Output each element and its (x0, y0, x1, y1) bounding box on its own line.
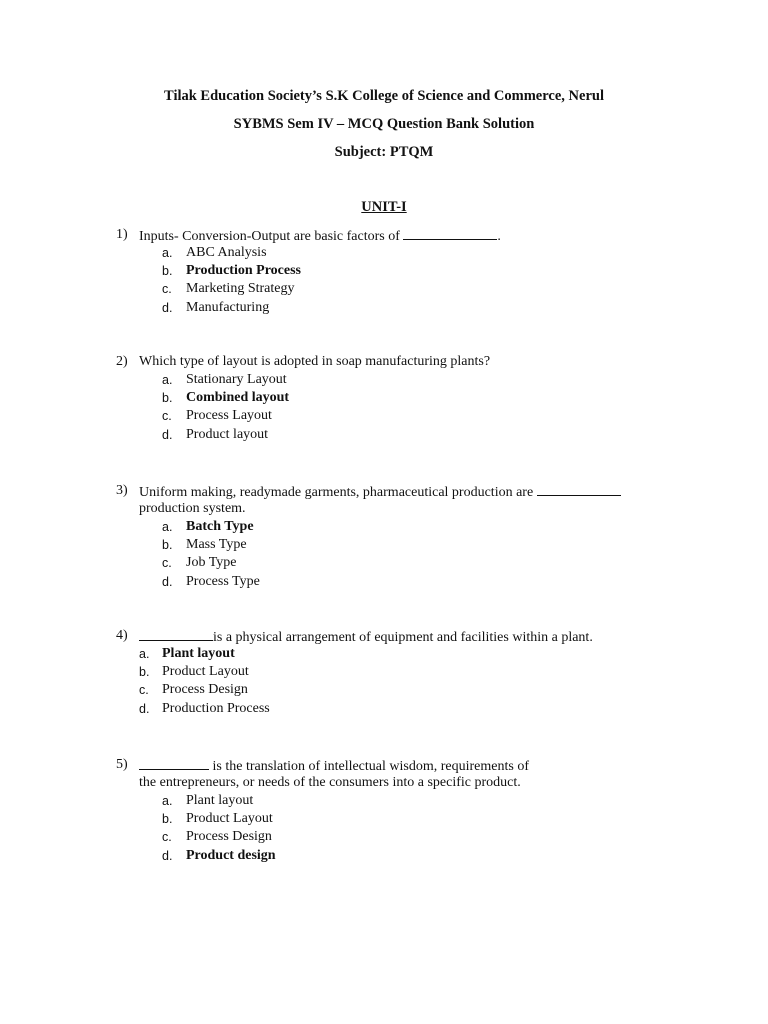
option-a (0, 792, 768, 810)
option-letter: a. (162, 794, 173, 808)
question-number: 4) (116, 628, 128, 643)
option-c (0, 554, 768, 572)
option-c (0, 407, 768, 425)
question-5 (0, 756, 768, 865)
question-line-2 (0, 774, 768, 792)
option-b (0, 663, 768, 681)
option-text: Process Design (162, 682, 248, 698)
option-letter: a. (162, 246, 173, 260)
option-a (0, 371, 768, 389)
option-text: Job Type (186, 555, 237, 571)
option-text: Mass Type (186, 537, 247, 553)
option-letter: d. (162, 848, 173, 863)
question-number: 5) (116, 757, 128, 772)
option-text: Process Type (186, 573, 260, 589)
question-text-part: is the translation of intellectual wisdom, requirements of (209, 759, 529, 774)
question-number: 2) (116, 354, 128, 369)
option-letter: c. (162, 556, 172, 571)
question-text-continued: production system. (139, 501, 246, 516)
question-number: 3) (116, 483, 128, 498)
option-d (0, 299, 768, 317)
question-1 (0, 226, 768, 317)
option-c (0, 828, 768, 846)
question-line (0, 627, 768, 645)
correct-answer: Batch Type (186, 519, 254, 534)
option-text: Product Layout (186, 811, 273, 827)
option-text: Marketing Strategy (186, 281, 295, 297)
option-letter: a. (162, 373, 173, 387)
question-4 (0, 627, 768, 718)
option-text: ABC Analysis (186, 245, 267, 260)
option-d (0, 847, 768, 865)
question-line (0, 756, 768, 774)
option-b (0, 389, 768, 407)
question-text-continued: the entrepreneurs, or needs of the consumers into a specific product. (139, 775, 521, 790)
correct-answer: Production Process (186, 263, 301, 279)
option-d (0, 573, 768, 591)
option-letter: c. (162, 830, 172, 845)
option-b (0, 262, 768, 280)
question-number: 1) (116, 227, 128, 242)
option-letter: b. (162, 538, 173, 553)
question-text-part: . (497, 229, 501, 244)
option-letter: c. (139, 683, 149, 698)
option-text: Process Layout (186, 408, 272, 424)
question-text: Which type of layout is adopted in soap manufacturing plants? (139, 354, 491, 369)
option-b (0, 810, 768, 828)
correct-answer: Combined layout (186, 390, 290, 406)
answer-blank (139, 627, 213, 641)
document-title: SYBMS Sem IV – MCQ Question Bank Solution (233, 116, 535, 132)
correct-answer: Product design (186, 847, 276, 863)
question-line-2 (0, 500, 768, 518)
option-text: Product Layout (162, 664, 249, 680)
option-a (0, 518, 768, 536)
option-c (0, 681, 768, 699)
question-text (139, 627, 593, 647)
question-line (0, 482, 768, 500)
option-letter: b. (162, 812, 173, 827)
question-text (139, 226, 501, 246)
option-letter: d. (162, 300, 173, 315)
unit-heading: UNIT-I (361, 199, 407, 215)
question-text (139, 756, 529, 776)
option-letter: b. (162, 264, 173, 279)
answer-blank (537, 482, 621, 496)
option-letter: d. (162, 427, 173, 442)
option-letter: c. (162, 282, 172, 297)
option-letter: b. (139, 665, 150, 680)
option-c (0, 280, 768, 298)
institution-title: Tilak Education Society’s S.K College of Science and Commerce, Nerul (164, 88, 604, 104)
option-text: Plant layout (186, 793, 254, 808)
subject-title: Subject: PTQM (334, 144, 434, 160)
option-letter: d. (139, 701, 150, 716)
answer-blank (403, 226, 497, 240)
option-text: Process Design (186, 829, 272, 845)
question-text-part: Inputs- Conversion-Output are basic factors of (139, 229, 404, 244)
option-letter: d. (162, 574, 173, 589)
answer-blank (139, 756, 209, 770)
option-letter: a. (162, 520, 173, 534)
option-text: Stationary Layout (186, 372, 287, 387)
option-letter: b. (162, 391, 173, 406)
question-2 (0, 353, 768, 444)
option-a (0, 244, 768, 262)
option-text: Product layout (186, 426, 269, 442)
correct-answer: Plant layout (162, 646, 235, 661)
question-text (139, 482, 621, 502)
option-d (0, 700, 768, 718)
question-line (0, 353, 768, 371)
option-text: Production Process (162, 700, 270, 716)
option-b (0, 536, 768, 554)
question-text-part: is a physical arrangement of equipment and facilities within a plant. (213, 630, 593, 645)
option-text: Manufacturing (186, 299, 270, 315)
option-letter: c. (162, 409, 172, 424)
option-a (0, 645, 768, 663)
question-line (0, 226, 768, 244)
question-text-part: Uniform making, readymade garments, pharmaceutical production are (139, 485, 537, 500)
option-d (0, 426, 768, 444)
question-3 (0, 482, 768, 591)
option-letter: a. (139, 647, 150, 661)
